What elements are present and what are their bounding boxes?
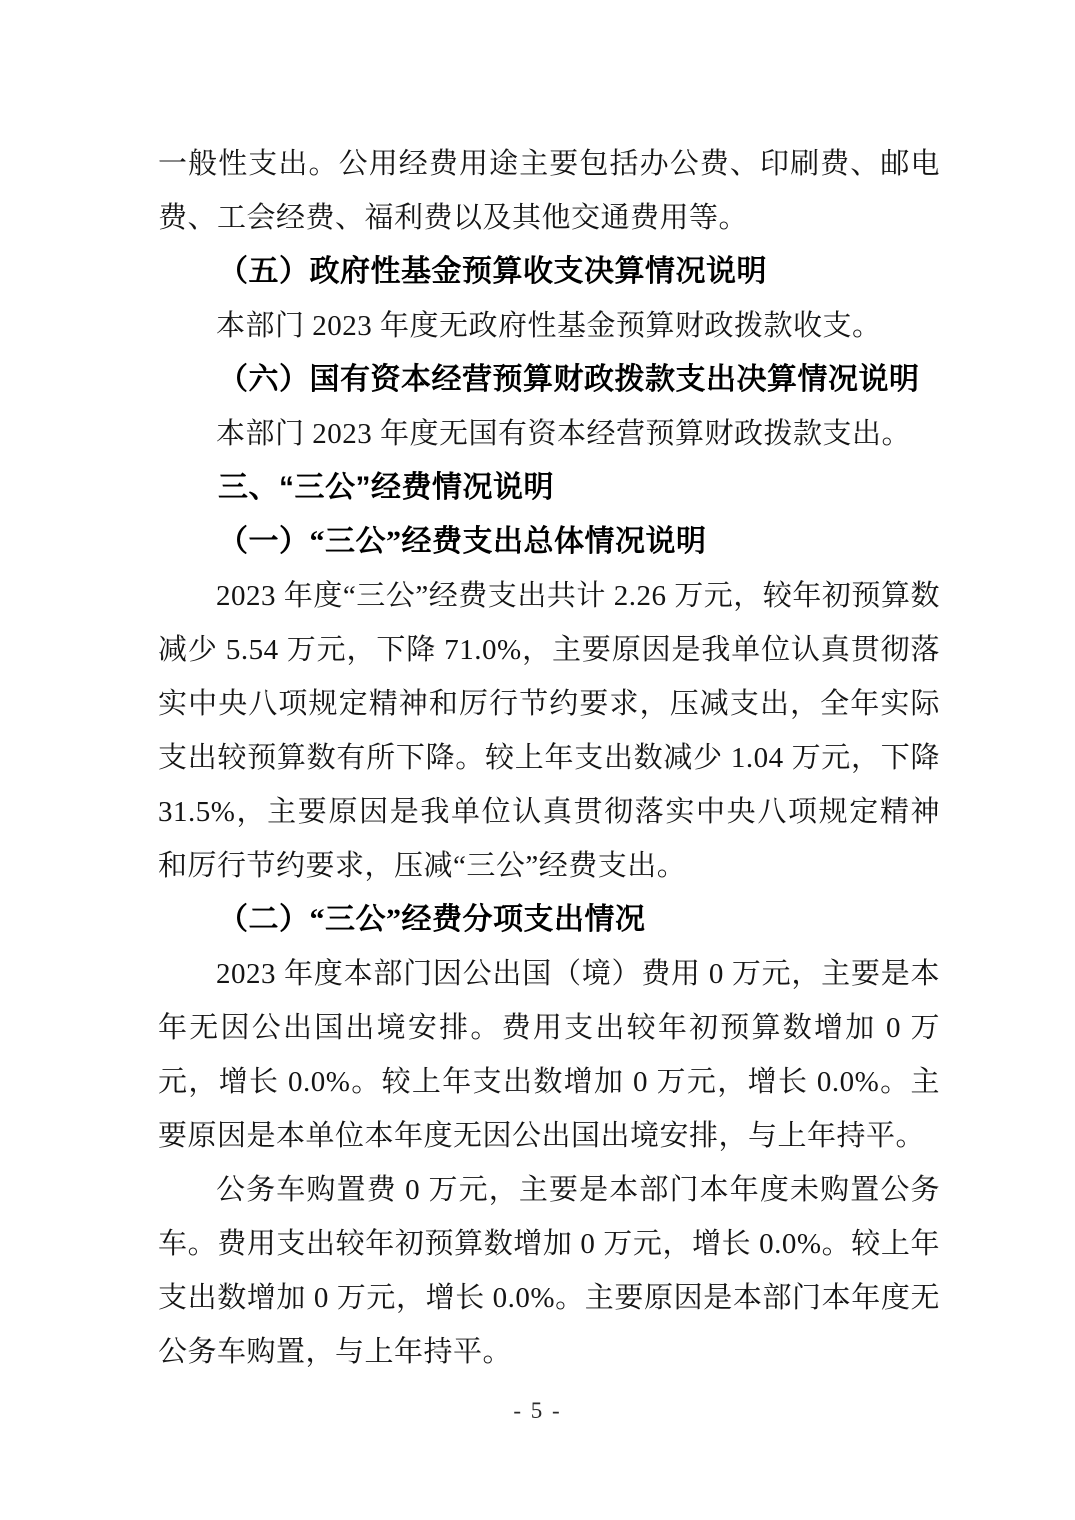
heading-part-3-three-public-expenses: 三、“三公”经费情况说明: [218, 471, 554, 504]
paragraph-official-vehicle-purchase: 公务车购置费 0 万元，主要是本部门本年度未购置公务车。费用支出较年初预算数增加 0 万元，增长 0.0%。较上年支出数增加 0 万元，增长 0.0%。主要原因是本部门本年度无公务车购置，与上年持平。: [158, 1174, 940, 1368]
document-body: [158, 137, 940, 1379]
paragraph-general-expenses-continued: 一般性支出。公用经费用途主要包括办公费、印刷费、邮电费、工会经费、福利费以及其他交通费用等。: [158, 148, 940, 234]
heading-section-6-state-capital-budget: （六）国有资本经营预算财政拨款支出决算情况说明: [218, 363, 920, 396]
heading-3-1-overall-situation: （一）“三公”经费支出总体情况说明: [218, 525, 707, 558]
paragraph-no-govt-fund-budget: 本部门 2023 年度无政府性基金预算财政拨款收支。: [216, 310, 882, 342]
heading-section-5-govt-fund-budget: （五）政府性基金预算收支决算情况说明: [218, 255, 767, 288]
paragraph-three-public-overall-spending: 2023 年度“三公”经费支出共计 2.26 万元，较年初预算数减少 5.54 万元，下降 71.0%，主要原因是我单位认真贯彻落实中央八项规定精神和厉行节约要求，压减支出，全年实际支出较预算数有所下降。较上年支出数减少 1.04 万元，下降 31.5%，主要原因是我单位认真贯彻落实中央八项规定精神和厉行节约要求，压减“三公”经费支出。: [158, 580, 940, 882]
paragraph-no-state-capital-budget: 本部门 2023 年度无国有资本经营预算财政拨款支出。: [216, 418, 912, 450]
page-number: - 5 -: [513, 1398, 562, 1423]
paragraph-overseas-travel-expenses: 2023 年度本部门因公出国（境）费用 0 万元，主要是本年无因公出国出境安排。费用支出较年初预算数增加 0 万元，增长 0.0%。较上年支出数增加 0 万元，增长 0.0%。主要原因是本单位本年度无因公出国出境安排，与上年持平。: [158, 958, 940, 1152]
heading-3-2-itemized-spending: （二）“三公”经费分项支出情况: [218, 903, 646, 936]
